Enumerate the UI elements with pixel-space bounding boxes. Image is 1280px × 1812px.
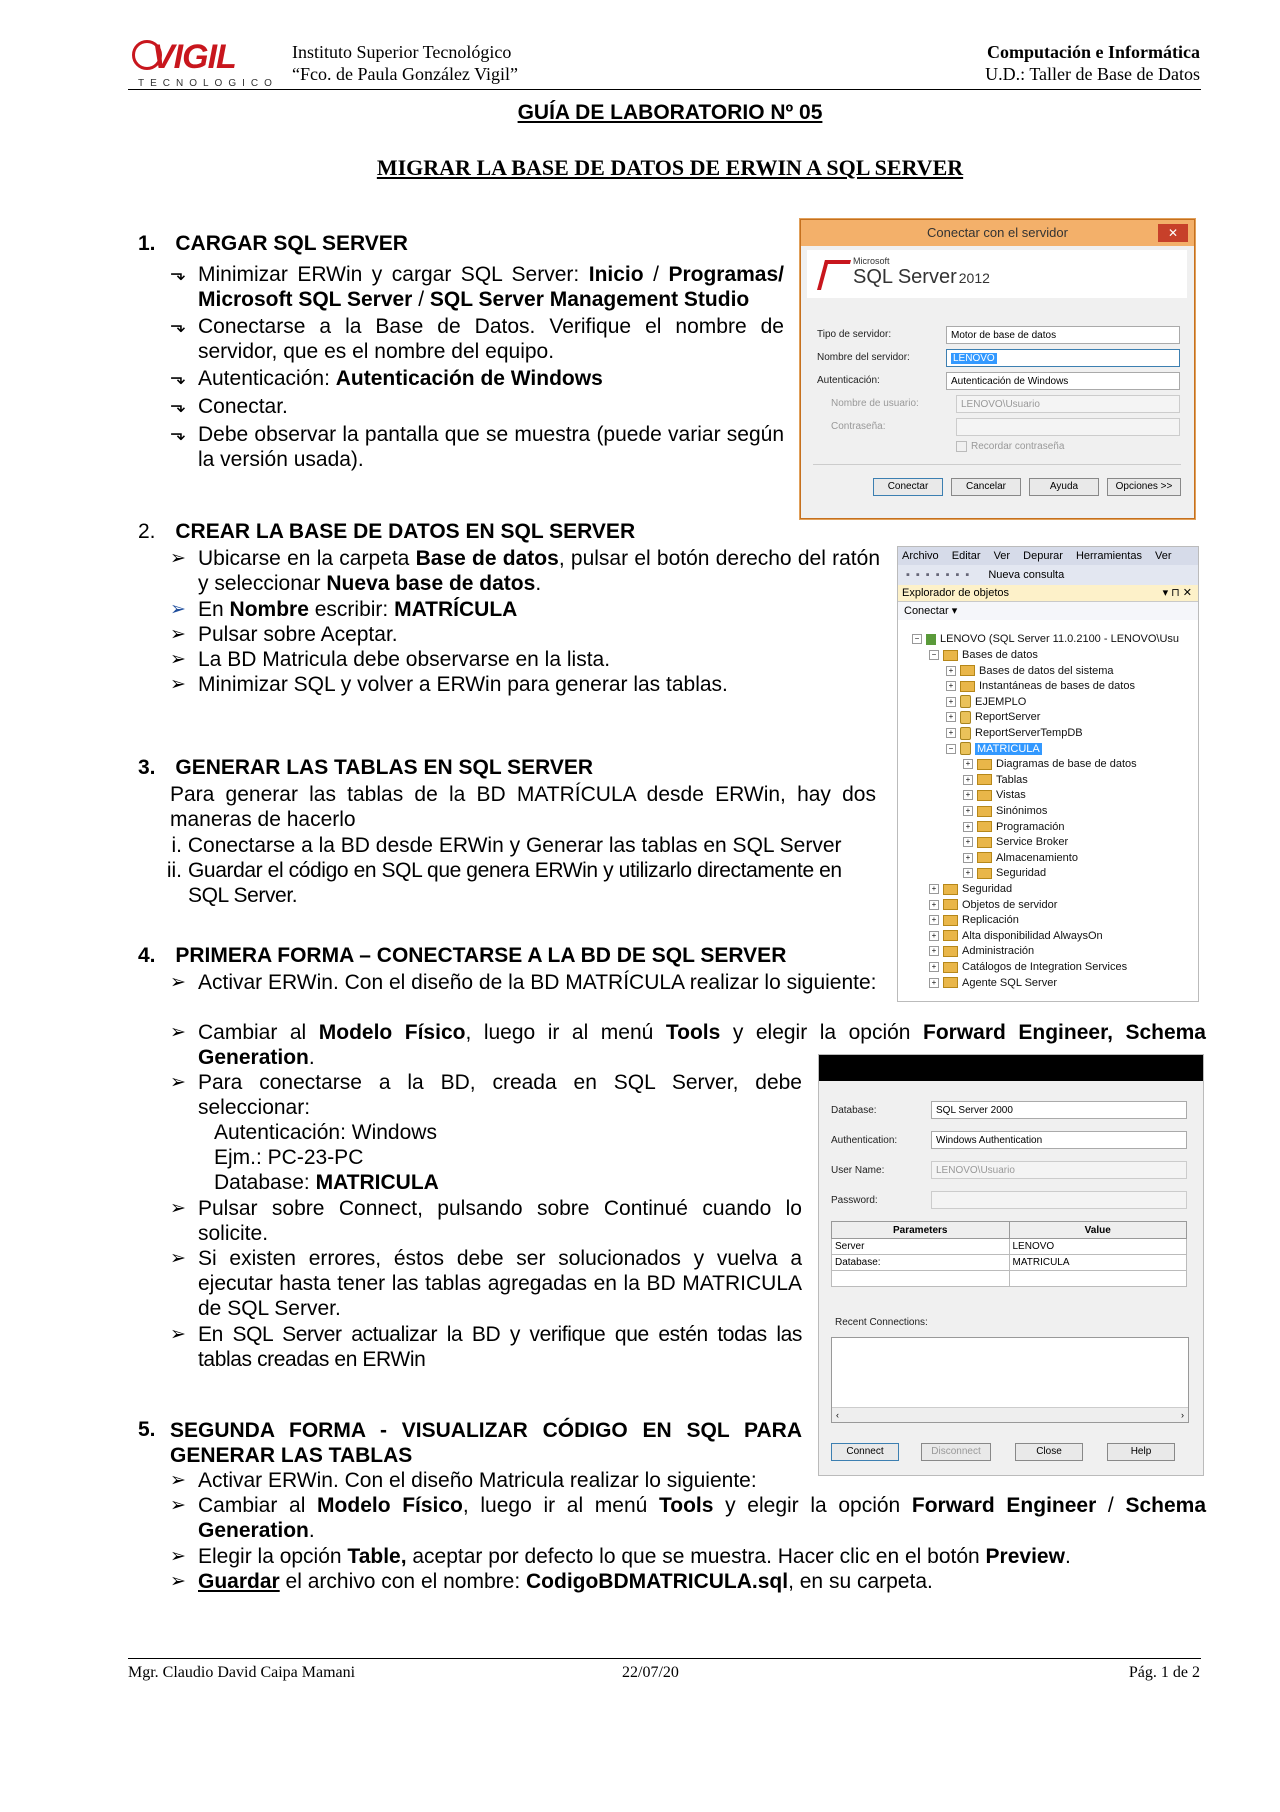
folder-icon — [977, 806, 992, 817]
arrow-bullet-icon: ➢ — [170, 1470, 186, 1491]
arrow-bullet-icon: ➢ — [170, 1022, 186, 1043]
folder-icon — [943, 946, 958, 957]
tree-item-label: Instantáneas de bases de datos — [979, 680, 1135, 693]
connect-button[interactable]: Connect — [831, 1443, 899, 1461]
s2-bullet-2: ➢ En Nombre escribir: MATRÍCULA — [170, 598, 518, 621]
tree-item-label: Tablas — [996, 773, 1028, 786]
s4-sub-database: Database: MATRICULA — [214, 1171, 439, 1194]
user-input[interactable]: LENOVO\Usuario — [956, 395, 1180, 413]
recent-connections-label: Recent Connections: — [835, 1317, 928, 1328]
menu-ventana[interactable]: Ver — [1155, 550, 1172, 562]
expand-icon[interactable]: + — [946, 697, 956, 707]
database-select[interactable]: SQL Server 2000 — [931, 1101, 1187, 1119]
password-label: Contraseña: — [831, 421, 886, 432]
sql-server-banner — [807, 250, 1187, 298]
auth-label: Autenticación: — [817, 375, 880, 386]
scrollbar[interactable]: ‹ › — [832, 1407, 1188, 1422]
object-explorer-screenshot — [897, 546, 1199, 1002]
header-rule — [128, 89, 1201, 90]
s4-bullet-6: ➢ En SQL Server actualizar la BD y verifique que estén todas las tablas creadas en ERWin — [170, 1323, 802, 1371]
expand-icon[interactable]: + — [963, 837, 973, 847]
menu-editar[interactable]: Editar — [951, 550, 981, 562]
footer-page: Pág. 1 de 2 — [1128, 1664, 1200, 1681]
brand-small: Microsoft — [853, 256, 890, 266]
authentication-select[interactable]: Windows Authentication — [931, 1131, 1187, 1149]
user-label: Nombre de usuario: — [831, 398, 919, 409]
section-2-title: CREAR LA BASE DE DATOS EN SQL SERVER — [175, 520, 636, 543]
agent-icon — [943, 977, 958, 988]
menu-herramientas[interactable]: Herramientas — [1075, 550, 1142, 562]
expand-icon[interactable]: + — [946, 712, 956, 722]
s4-bullet-3: ➢ Para conectarse a la BD, creada en SQL Server, debe seleccionar: — [170, 1071, 802, 1119]
folder-icon — [960, 665, 975, 676]
table-row[interactable]: Database: MATRICULA — [832, 1255, 1187, 1271]
connect-toolbar: Conectar ▾ — [898, 602, 1198, 620]
parameters-table — [831, 1221, 1187, 1287]
tree-item-label: Diagramas de base de datos — [996, 758, 1137, 771]
folder-icon — [977, 852, 992, 863]
tree-item-label: Almacenamiento — [996, 851, 1078, 864]
section-1-title: CARGAR SQL SERVER — [175, 232, 408, 255]
arrow-bullet-icon: ➢ — [170, 548, 186, 569]
folder-icon — [977, 837, 992, 848]
tree-item-label: Seguridad — [996, 867, 1047, 880]
connect-server-dialog-screenshot — [800, 219, 1195, 519]
database-icon — [960, 742, 971, 755]
section-3-item-i: i. Conectarse a la BD desde ERWin y Generar las tablas en SQL Server — [171, 834, 842, 857]
folder-icon — [977, 790, 992, 801]
folder-icon — [943, 650, 958, 661]
section-1-number: 1. — [138, 232, 156, 255]
tree-item-label: Programación — [996, 820, 1065, 833]
tree-item-label: Service Broker — [996, 836, 1069, 849]
s2-bullet-4: ➢ La BD Matricula debe observarse en la lista. — [170, 648, 611, 671]
close-icon: ✕ — [1158, 224, 1188, 242]
tree-item[interactable] — [963, 773, 1028, 787]
s5-bullet-2: ➢ Cambiar al Modelo Físico, luego ir al menú Tools y elegir la opción Forward Engineer / Schema Generation. — [170, 1494, 1206, 1542]
expand-icon[interactable]: + — [929, 946, 939, 956]
folder-icon — [943, 930, 958, 941]
tree-item[interactable] — [963, 851, 1078, 865]
brand-title: SQL Server 2012 — [853, 266, 990, 288]
expand-icon[interactable]: + — [963, 806, 973, 816]
section-3-item-ii: ii. Guardar el código en SQL que genera ERWin y utilizarlo directamente en SQL Server. — [166, 859, 842, 907]
hand-arrow-icon: ⬎ — [170, 368, 186, 389]
menu-bar — [898, 547, 1198, 565]
arrow-bullet-icon: ➢ — [170, 1248, 186, 1269]
expand-icon[interactable]: − — [929, 650, 939, 660]
help-button[interactable]: Help — [1107, 1443, 1175, 1461]
toolbar-icons: ▪▪▪▪▪▪▪ — [906, 569, 976, 581]
tree-item[interactable] — [946, 679, 1135, 693]
col-value: Value — [1009, 1222, 1187, 1239]
tree-item-label: MATRICULA — [977, 742, 1040, 755]
tree-item-label: ReportServer — [975, 711, 1041, 724]
expand-icon[interactable]: + — [946, 666, 956, 676]
server-icon — [926, 634, 936, 645]
section-3-heading — [138, 756, 593, 780]
database-icon — [960, 711, 971, 724]
s5-bullet-4: ➢ Guardar el archivo con el nombre: CodigoBDMATRICULA.sql, en su carpeta. — [170, 1570, 933, 1593]
tree-item-label: Alta disponibilidad AlwaysOn — [962, 929, 1103, 942]
tree-item[interactable] — [946, 664, 1114, 678]
tree-item[interactable] — [963, 804, 1047, 818]
s4-sub-example: Ejm.: PC-23-PC — [214, 1146, 364, 1169]
s4-bullet-4: ➢ Pulsar sobre Connect, pulsando sobre Continué cuando lo solicite. — [170, 1197, 802, 1245]
options-button[interactable]: Opciones >> — [1107, 478, 1181, 496]
tree-item[interactable] — [946, 695, 1026, 709]
password-label: Password: — [831, 1195, 878, 1206]
s1-bullet-2: ⬎ Conectarse a la Base de Datos. Verifique el nombre de servidor, que es el nombre del equipo. — [170, 315, 784, 363]
tree-item[interactable] — [929, 976, 1057, 990]
tree-item[interactable] — [946, 742, 1042, 756]
s1-bullet-1: ⬎ Minimizar ERWin y cargar SQL Server: Inicio / Programas/ Microsoft SQL Server / SQL Server Management Studio — [170, 263, 784, 311]
section-4-heading — [138, 944, 786, 968]
expand-icon[interactable]: + — [929, 978, 939, 988]
close-button[interactable]: Close — [1015, 1443, 1083, 1461]
tree-item[interactable] — [929, 960, 1127, 974]
expand-icon[interactable]: + — [929, 931, 939, 941]
arrow-bullet-icon: ➢ — [170, 972, 186, 993]
tree-item-label: Replicación — [962, 914, 1019, 927]
section-5-number: 5. — [138, 1418, 156, 1441]
server-type-select[interactable]: Motor de base de datos — [946, 326, 1180, 344]
tree-item-label: Catálogos de Integration Services — [962, 961, 1128, 973]
footer-rule — [128, 1658, 1201, 1659]
folder-icon — [943, 962, 958, 973]
tree-item[interactable] — [929, 944, 1034, 958]
dialog-title-bar — [819, 1055, 1203, 1081]
s2-bullet-3: ➢ Pulsar sobre Aceptar. — [170, 623, 398, 646]
section-1-heading — [138, 232, 408, 256]
tree-item[interactable] — [963, 757, 1137, 771]
tree-item-label: Seguridad — [962, 883, 1013, 895]
tree-item-label: Bases de datos del sistema — [979, 664, 1114, 677]
s4-bullet-1: ➢ Activar ERWin. Con el diseño de la BD MATRÍCULA realizar lo siguiente: — [170, 971, 877, 994]
hand-arrow-icon: ⬎ — [170, 316, 186, 337]
arrow-bullet-icon: ➢ — [170, 1072, 186, 1093]
tree-item[interactable] — [929, 648, 1038, 662]
folder-icon — [943, 915, 958, 926]
s1-bullet-3: ⬎ Autenticación: Autenticación de Windows — [170, 367, 603, 390]
expand-icon[interactable]: + — [963, 759, 973, 769]
erwin-connection-dialog-screenshot — [818, 1054, 1204, 1476]
user-name-input[interactable]: LENOVO\Usuario — [931, 1161, 1187, 1179]
section-2-heading — [138, 520, 635, 544]
guide-title: GUÍA DE LABORATORIO Nº 05 — [517, 101, 823, 124]
folder-icon — [977, 759, 992, 770]
folder-icon — [943, 884, 958, 895]
section-4-title: PRIMERA FORMA – CONECTARSE A LA BD DE SQL SERVER — [175, 944, 787, 967]
tree-item[interactable] — [946, 726, 1083, 740]
password-input[interactable] — [956, 418, 1180, 436]
tree-item-label: EJEMPLO — [975, 695, 1027, 708]
tree-item-label: Agente SQL Server — [962, 976, 1057, 989]
s4-bullet-5: ➢ Si existen errores, éstos debe ser solucionados y vuelva a ejecutar hasta tener las tablas agregadas en la BD MATRICULA de SQL Server. — [170, 1247, 802, 1320]
dialog-title-bar — [801, 220, 1194, 246]
auth-select[interactable]: Autenticación de Windows — [946, 372, 1180, 390]
toolbar — [898, 565, 1198, 585]
tree-item[interactable] — [929, 913, 1019, 927]
tree-item-label: Bases de datos — [962, 649, 1038, 661]
s1-bullet-5: ⬎ Debe observar la pantalla que se muestra (puede variar según la versión usada). — [170, 423, 784, 471]
logo — [128, 34, 278, 90]
s5-bullet-1: ➢ Activar ERWin. Con el diseño Matricula realizar lo siguiente: — [170, 1469, 757, 1492]
database-icon — [960, 727, 971, 740]
object-explorer-header: Explorador de objetos ▾ ⊓ ✕ — [898, 585, 1198, 602]
pin-icon[interactable]: ▾ ⊓ ✕ — [1162, 587, 1192, 599]
hand-arrow-icon: ⬎ — [170, 396, 186, 417]
tree-item[interactable] — [946, 710, 1040, 724]
s5-bullet-3: ➢ Elegir la opción Table, aceptar por defecto lo que se muestra. Hacer clic en el botón Preview. — [170, 1545, 1071, 1568]
tree-item-label: Objetos de servidor — [962, 898, 1058, 911]
arrow-bullet-icon: ➢ — [170, 1324, 186, 1345]
tree-item[interactable] — [963, 835, 1068, 849]
menu-ver[interactable]: Ver — [993, 550, 1011, 562]
expand-icon[interactable]: + — [929, 962, 939, 972]
arrow-bullet-icon: ➢ — [170, 599, 186, 620]
disconnect-button[interactable]: Disconnect — [921, 1443, 991, 1461]
section-3-title: GENERAR LAS TABLAS EN SQL SERVER — [175, 756, 594, 779]
server-type-label: Tipo de servidor: — [817, 329, 892, 340]
arrow-bullet-icon: ➢ — [170, 1546, 186, 1567]
hand-arrow-icon: ⬎ — [170, 424, 186, 445]
tree-item[interactable] — [963, 866, 1046, 880]
folder-icon — [977, 821, 992, 832]
expand-icon[interactable]: + — [929, 884, 939, 894]
tree-item[interactable] — [963, 820, 1064, 834]
s2-bullet-5: ➢ Minimizar SQL y volver a ERWin para generar las tablas. — [170, 673, 728, 696]
sql-server-logo-icon — [817, 260, 851, 290]
arrow-bullet-icon: ➢ — [170, 1198, 186, 1219]
user-name-label: User Name: — [831, 1165, 885, 1176]
connect-button[interactable]: Conectar — [904, 605, 949, 617]
menu-archivo[interactable]: Archivo — [902, 550, 939, 562]
footer-author: Mgr. Claudio David Caipa Mamani — [128, 1664, 356, 1681]
col-parameters: Parameters — [832, 1222, 1010, 1239]
expand-icon[interactable]: + — [963, 790, 973, 800]
tree-item-label: Sinónimos — [996, 805, 1048, 817]
s2-bullet-1: ➢ Ubicarse en la carpeta Base de datos, pulsar el botón derecho del ratón y seleccionar Nueva base de datos. — [170, 547, 880, 595]
expand-icon[interactable]: + — [963, 822, 973, 832]
tree-root[interactable]: − LENOVO (SQL Server 11.0.2100 - LENOVO\Usu — [912, 632, 1179, 646]
institute-name: Instituto Superior Tecnológico — [292, 42, 512, 62]
section-5-title: SEGUNDA FORMA - VISUALIZAR CÓDIGO EN SQL PARA GENERAR LAS TABLAS — [170, 1419, 802, 1467]
folder-icon — [977, 868, 992, 879]
dialog-title: Conectar con el servidor — [927, 225, 1068, 240]
arrow-bullet-icon: ➢ — [170, 649, 186, 670]
arrow-bullet-icon: ➢ — [170, 674, 186, 695]
footer-date: 22/07/20 — [622, 1664, 679, 1681]
section-3-intro: Para generar las tablas de la BD MATRÍCULA desde ERWin, hay dos maneras de hacerlo — [170, 783, 876, 831]
tree-item[interactable] — [929, 882, 1012, 896]
expand-icon[interactable]: + — [963, 853, 973, 863]
remember-password-checkbox[interactable]: Recordar contraseña — [956, 441, 1064, 452]
authentication-label: Authentication: — [831, 1135, 898, 1146]
connect-button[interactable]: Conectar — [873, 478, 943, 496]
help-button[interactable]: Ayuda — [1029, 478, 1099, 496]
expand-icon[interactable]: + — [929, 900, 939, 910]
new-query-button[interactable]: Nueva consulta — [988, 569, 1065, 581]
tree-item-label: Administración — [962, 945, 1035, 958]
course-unit: U.D.: Taller de Base de Datos — [985, 64, 1200, 84]
section-4-number: 4. — [138, 944, 156, 967]
expand-icon[interactable]: + — [963, 775, 973, 785]
expand-icon[interactable]: + — [946, 728, 956, 738]
department: Computación e Informática — [987, 42, 1200, 62]
cancel-button[interactable]: Cancelar — [951, 478, 1021, 496]
recent-connections-list[interactable] — [831, 1337, 1189, 1423]
database-label: Database: — [831, 1105, 877, 1116]
expand-icon[interactable]: + — [946, 681, 956, 691]
tree-item[interactable] — [929, 898, 1057, 912]
logo-text: VIGIL — [152, 38, 236, 76]
dialog-divider — [813, 464, 1181, 465]
tree-item-label: Vistas — [996, 789, 1026, 802]
s4-sub-auth: Autenticación: Windows — [214, 1121, 437, 1144]
folder-icon — [943, 899, 958, 910]
section-5-heading — [138, 1418, 802, 1468]
server-name-input[interactable]: LENOVO — [946, 349, 1180, 367]
folder-icon — [960, 681, 975, 692]
institute-fullname: “Fco. de Paula González Vigil” — [292, 64, 519, 84]
server-name-label: Nombre del servidor: — [817, 352, 910, 363]
password-input[interactable] — [931, 1191, 1187, 1209]
tree-item[interactable] — [929, 929, 1103, 943]
section-2-number: 2. — [138, 520, 156, 543]
arrow-bullet-icon: ➢ — [170, 624, 186, 645]
menu-depurar[interactable]: Depurar — [1023, 550, 1063, 562]
expand-icon[interactable]: + — [929, 915, 939, 925]
logo-subtitle: TECNOLOGICO — [138, 78, 278, 89]
main-title: MIGRAR LA BASE DE DATOS DE ERWIN A SQL SERVER — [376, 155, 964, 180]
s1-bullet-4: ⬎ Conectar. — [170, 395, 288, 418]
arrow-bullet-icon: ➢ — [170, 1495, 186, 1516]
database-icon — [960, 695, 971, 708]
expand-icon[interactable]: − — [946, 744, 956, 754]
section-3-number: 3. — [138, 756, 156, 779]
tree-item-label: ReportServerTempDB — [975, 727, 1083, 739]
tree-item[interactable] — [963, 788, 1026, 802]
s4-bullet-2: ➢ Cambiar al Modelo Físico, luego ir al menú Tools y elegir la opción Forward Engineer, Schema Generation. — [170, 1021, 1206, 1069]
folder-icon — [977, 774, 992, 785]
hand-arrow-icon: ⬎ — [170, 264, 186, 285]
expand-icon[interactable]: + — [963, 868, 973, 878]
arrow-bullet-icon: ➢ — [170, 1571, 186, 1592]
table-row[interactable]: Server LENOVO — [832, 1239, 1187, 1255]
